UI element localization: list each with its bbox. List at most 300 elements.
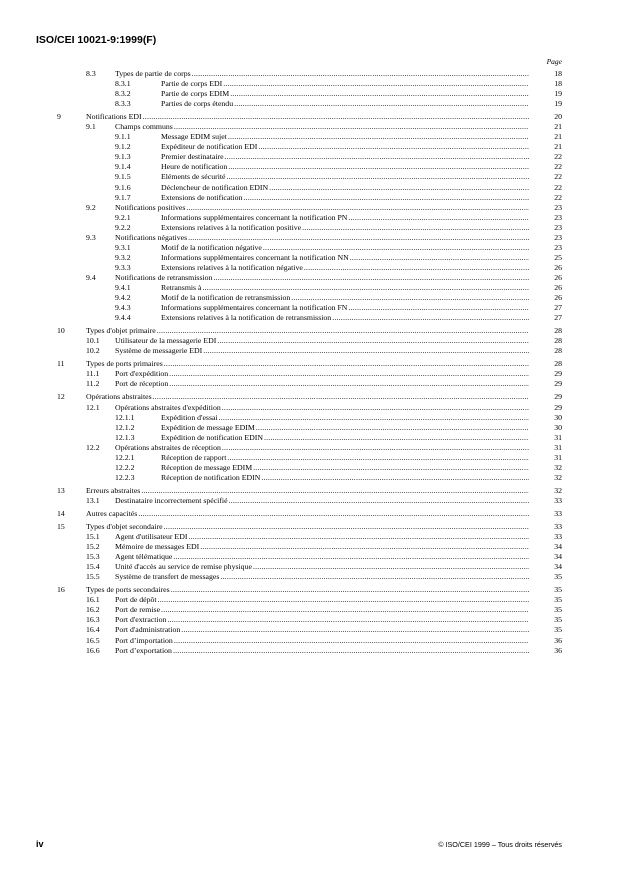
- toc-leader-dots: [164, 359, 529, 369]
- toc-entry[interactable]: [0, 585, 619, 595]
- toc-title: [115, 615, 529, 625]
- toc-page-number: 22: [554, 192, 562, 202]
- toc-leader-dots: [200, 542, 529, 552]
- toc-title-text: Expédition de notification EDIN: [161, 432, 263, 442]
- toc-page-number: 30: [554, 422, 562, 432]
- toc-leader-dots: [228, 162, 529, 172]
- page-number: iv: [36, 839, 44, 849]
- toc-section-number: 8.3: [86, 69, 96, 78]
- toc-title: [161, 99, 529, 109]
- toc-leader-dots: [188, 233, 529, 243]
- toc-section-number: 9.4.3: [115, 303, 131, 313]
- toc-page-number: 35: [554, 625, 562, 635]
- toc-title-text: Retransmis à: [161, 282, 202, 292]
- toc-title-text: Port de réception: [115, 379, 169, 389]
- toc-leader-dots: [350, 253, 529, 263]
- toc-title-text: Extensions de notification: [161, 192, 243, 202]
- toc-entry[interactable]: [0, 293, 619, 303]
- toc-title: [115, 595, 529, 605]
- toc-entry[interactable]: [0, 496, 619, 506]
- toc-section-number: 15.5: [86, 572, 100, 582]
- toc-entry[interactable]: [0, 443, 619, 453]
- toc-section-number: 14: [57, 508, 65, 518]
- toc-entry[interactable]: [0, 183, 619, 193]
- toc-leader-dots: [222, 443, 529, 453]
- toc-leader-dots: [164, 522, 529, 532]
- toc-leader-dots: [302, 223, 529, 233]
- toc-leader-dots: [348, 303, 529, 313]
- toc-section-number: 9.1.6: [115, 182, 131, 192]
- toc-entry[interactable]: [0, 303, 619, 313]
- toc-title-text: Types d'objet primaire: [86, 326, 156, 336]
- toc-section-number: 9.1.2: [115, 142, 131, 152]
- toc-section-number: 12.2.3: [115, 472, 135, 482]
- toc-page-number: 29: [554, 369, 562, 379]
- toc-section-number: 9.1: [86, 122, 96, 132]
- toc-leader-dots: [253, 562, 529, 572]
- toc-entry[interactable]: [0, 273, 619, 283]
- toc-leader-dots: [157, 326, 529, 336]
- toc-leader-dots: [174, 636, 529, 646]
- toc-title-text: Autres capacités: [86, 508, 138, 518]
- toc-leader-dots: [225, 152, 529, 162]
- toc-title: [161, 313, 529, 323]
- toc-title: [115, 496, 529, 506]
- toc-page-number: 35: [554, 585, 562, 595]
- toc-title: [115, 443, 529, 453]
- toc-title-text: Système de messagerie EDI: [115, 346, 203, 356]
- toc-leader-dots: [169, 369, 529, 379]
- toc-title-text: Message EDIM sujet: [161, 132, 227, 142]
- toc-entry[interactable]: [0, 346, 619, 356]
- toc-page-number: 22: [554, 162, 562, 172]
- toc-title-text: Notifications de retransmission: [115, 272, 213, 282]
- toc-entry[interactable]: [0, 223, 619, 233]
- toc-title-text: Extensions relatives à la notification de retransmission: [161, 313, 332, 323]
- toc-title-text: Destinataire incorrectement spécifié: [115, 495, 228, 505]
- toc-title: [161, 303, 529, 313]
- table-of-contents: [0, 69, 619, 656]
- toc-leader-dots: [186, 203, 529, 213]
- toc-leader-dots: [161, 605, 529, 615]
- toc-title-text: Parties de corps étendu: [161, 99, 234, 109]
- toc-leader-dots: [203, 283, 530, 293]
- toc-leader-dots: [227, 453, 529, 463]
- toc-section-number: 9.3.1: [115, 242, 131, 252]
- toc-title: [115, 562, 529, 572]
- toc-section-number: 9.4.2: [115, 293, 131, 303]
- toc-title: [115, 403, 529, 413]
- toc-title-text: Extensions relatives à la notification positive: [161, 222, 302, 232]
- toc-entry[interactable]: [0, 359, 619, 369]
- toc-page-number: 29: [554, 402, 562, 412]
- toc-title-text: Informations supplémentaires concernant la notification NN: [161, 252, 349, 262]
- toc-section-number: 12.1.3: [115, 432, 135, 442]
- toc-page-number: 19: [554, 99, 562, 109]
- toc-entry[interactable]: [0, 79, 619, 89]
- toc-page-number: 26: [554, 293, 562, 303]
- toc-leader-dots: [203, 346, 529, 356]
- toc-leader-dots: [264, 433, 529, 443]
- toc-title: [115, 605, 529, 615]
- toc-section-number: 16.2: [86, 605, 100, 615]
- toc-entry[interactable]: [0, 615, 619, 625]
- toc-section-number: 16.6: [86, 645, 100, 655]
- toc-leader-dots: [291, 293, 529, 303]
- toc-page-number: 22: [554, 152, 562, 162]
- toc-title-text: Opérations abstraites: [86, 392, 152, 402]
- toc-title-text: Eléments de sécurité: [161, 172, 226, 182]
- toc-title: [161, 453, 529, 463]
- toc-entry[interactable]: [0, 595, 619, 605]
- toc-entry[interactable]: [0, 313, 619, 323]
- toc-section-number: 9.4.1: [115, 282, 131, 292]
- toc-page-number: 35: [554, 605, 562, 615]
- toc-title-text: Port d'expédition: [115, 369, 169, 379]
- toc-entry[interactable]: [0, 89, 619, 99]
- toc-entry[interactable]: [0, 509, 619, 519]
- toc-title: [161, 463, 529, 473]
- toc-title-text: Partie de corps EDIM: [161, 89, 230, 99]
- toc-page-number: 21: [554, 132, 562, 142]
- toc-title: [161, 473, 529, 483]
- toc-entry[interactable]: [0, 542, 619, 552]
- toc-title: [86, 112, 529, 122]
- toc-page-number: 23: [554, 222, 562, 232]
- toc-entry[interactable]: [0, 562, 619, 572]
- toc-section-number: 12.1: [86, 402, 100, 412]
- toc-title-text: Port d'administration: [115, 625, 181, 635]
- toc-leader-dots: [220, 572, 529, 582]
- toc-leader-dots: [304, 263, 529, 273]
- toc-title: [161, 152, 529, 162]
- toc-leader-dots: [173, 646, 529, 656]
- toc-title-text: Expédition d'essai: [161, 412, 218, 422]
- toc-entry[interactable]: [0, 379, 619, 389]
- toc-page-number: 26: [554, 262, 562, 272]
- toc-title: [161, 193, 529, 203]
- toc-page-number: 33: [554, 532, 562, 542]
- toc-entry[interactable]: [0, 122, 619, 132]
- toc-leader-dots: [167, 615, 529, 625]
- toc-title-text: Types de ports primaires: [86, 359, 163, 369]
- toc-leader-dots: [229, 496, 529, 506]
- toc-section-number: 16.1: [86, 595, 100, 605]
- toc-section-number: 11.1: [86, 369, 100, 379]
- toc-entry[interactable]: [0, 336, 619, 346]
- toc-leader-dots: [256, 423, 529, 433]
- toc-page-number: 27: [554, 313, 562, 323]
- toc-entry[interactable]: [0, 605, 619, 615]
- toc-page-number: 35: [554, 572, 562, 582]
- toc-entry[interactable]: [0, 69, 619, 79]
- toc-title: [161, 79, 529, 89]
- toc-entry[interactable]: [0, 253, 619, 263]
- toc-page-number: 18: [554, 79, 562, 89]
- toc-page-number: 33: [554, 508, 562, 518]
- toc-entry[interactable]: [0, 203, 619, 213]
- toc-title: [115, 572, 529, 582]
- toc-page-number: 30: [554, 412, 562, 422]
- toc-page-number: 35: [554, 595, 562, 605]
- toc-title-text: Réception de notification EDIN: [161, 472, 261, 482]
- toc-title: [161, 89, 529, 99]
- toc-title-text: Notifications positives: [115, 202, 186, 212]
- toc-title-text: Port d'extraction: [115, 615, 167, 625]
- toc-title: [161, 183, 529, 193]
- toc-title: [161, 132, 529, 142]
- toc-page-number: 29: [554, 392, 562, 402]
- toc-entry[interactable]: [0, 112, 619, 122]
- toc-title: [86, 359, 529, 369]
- toc-page-number: 31: [554, 432, 562, 442]
- toc-entry[interactable]: [0, 413, 619, 423]
- page-column-label: Page: [546, 57, 562, 66]
- toc-title: [86, 486, 529, 496]
- toc-entry[interactable]: [0, 433, 619, 443]
- toc-leader-dots: [192, 69, 529, 79]
- toc-leader-dots: [227, 172, 529, 182]
- document-header: ISO/CEI 10021-9:1999(F): [36, 34, 157, 46]
- toc-leader-dots: [234, 99, 529, 109]
- toc-section-number: 9.4.4: [115, 313, 131, 323]
- toc-section-number: 8.3.1: [115, 79, 131, 89]
- toc-title-text: Port de dépôt: [115, 595, 157, 605]
- toc-entry[interactable]: [0, 99, 619, 109]
- toc-title: [161, 142, 529, 152]
- toc-section-number: 10.1: [86, 336, 100, 346]
- toc-page-number: 21: [554, 142, 562, 152]
- toc-title: [161, 433, 529, 443]
- toc-title-text: Agent télématique: [115, 552, 173, 562]
- toc-section-number: 9.2.2: [115, 222, 131, 232]
- toc-entry[interactable]: [0, 423, 619, 433]
- toc-entry[interactable]: [0, 522, 619, 532]
- toc-section-number: 15.4: [86, 562, 100, 572]
- toc-entry[interactable]: [0, 152, 619, 162]
- toc-title: [161, 263, 529, 273]
- toc-title-text: Types de ports secondaires: [86, 585, 170, 595]
- toc-title: [86, 509, 529, 519]
- toc-title-text: Informations supplémentaires concernant la notification PN: [161, 212, 348, 222]
- toc-title-text: Port d’importation: [115, 635, 173, 645]
- toc-entry[interactable]: [0, 233, 619, 243]
- toc-page-number: 34: [554, 552, 562, 562]
- toc-title-text: Notifications EDI: [86, 112, 142, 122]
- toc-leader-dots: [171, 585, 529, 595]
- toc-section-number: 15.1: [86, 532, 100, 542]
- toc-entry[interactable]: [0, 263, 619, 273]
- toc-entry[interactable]: [0, 473, 619, 483]
- toc-title-text: Réception de rapport: [161, 452, 227, 462]
- toc-title: [115, 552, 529, 562]
- toc-leader-dots: [181, 625, 529, 635]
- toc-page-number: 22: [554, 172, 562, 182]
- toc-title-text: Système de transfert de messages: [115, 572, 220, 582]
- toc-section-number: 9.3.2: [115, 252, 131, 262]
- toc-leader-dots: [141, 486, 529, 496]
- toc-section-number: 9.1.5: [115, 172, 131, 182]
- toc-page-number: 20: [554, 112, 562, 122]
- toc-section-number: 11.2: [86, 379, 100, 389]
- toc-page-number: 23: [554, 212, 562, 222]
- toc-leader-dots: [332, 313, 529, 323]
- toc-entry[interactable]: [0, 486, 619, 496]
- toc-section-number: 16.5: [86, 635, 100, 645]
- toc-title-text: Types d'objet secondaire: [86, 522, 163, 532]
- toc-section-number: 15.3: [86, 552, 100, 562]
- toc-entry[interactable]: [0, 453, 619, 463]
- toc-leader-dots: [253, 463, 529, 473]
- toc-page-number: 26: [554, 272, 562, 282]
- toc-page-number: 35: [554, 615, 562, 625]
- toc-title: [115, 122, 529, 132]
- toc-title: [115, 273, 529, 283]
- toc-title: [86, 392, 529, 402]
- toc-section-number: 9.1.4: [115, 162, 131, 172]
- toc-entry[interactable]: [0, 572, 619, 582]
- toc-entry[interactable]: [0, 162, 619, 172]
- toc-entry[interactable]: [0, 463, 619, 473]
- toc-title-text: Mémoire de messages EDI: [115, 542, 200, 552]
- toc-entry[interactable]: [0, 243, 619, 253]
- toc-section-number: 12.2.1: [115, 452, 135, 462]
- toc-title: [115, 542, 529, 552]
- toc-title-text: Motif de la notification négative: [161, 242, 262, 252]
- toc-section-number: 9.3: [86, 232, 96, 242]
- toc-title: [115, 532, 529, 542]
- toc-title: [115, 336, 529, 346]
- toc-section-number: 10: [57, 326, 65, 336]
- toc-title-text: Partie de corps EDI: [161, 79, 223, 89]
- toc-page-number: 31: [554, 452, 562, 462]
- toc-entry[interactable]: [0, 403, 619, 413]
- toc-section-number: 16: [57, 585, 65, 595]
- toc-title: [161, 223, 529, 233]
- toc-leader-dots: [222, 403, 529, 413]
- toc-page-number: 22: [554, 182, 562, 192]
- toc-section-number: 10.2: [86, 346, 100, 356]
- toc-title: [115, 203, 529, 213]
- toc-title: [161, 162, 529, 172]
- toc-entry[interactable]: [0, 532, 619, 542]
- toc-leader-dots: [348, 213, 529, 223]
- toc-page-number: 23: [554, 202, 562, 212]
- toc-leader-dots: [261, 473, 529, 483]
- toc-title: [115, 625, 529, 635]
- toc-title: [115, 636, 529, 646]
- toc-leader-dots: [258, 142, 529, 152]
- toc-entry[interactable]: [0, 636, 619, 646]
- toc-title-text: Premier destinataire: [161, 152, 224, 162]
- toc-title: [115, 646, 529, 656]
- toc-section-number: 9.2: [86, 202, 96, 212]
- toc-leader-dots: [269, 183, 529, 193]
- toc-page-number: 36: [554, 645, 562, 655]
- toc-entry[interactable]: [0, 326, 619, 336]
- toc-section-number: 15: [57, 522, 65, 532]
- toc-title: [161, 243, 529, 253]
- toc-title-text: Unité d'accès au service de remise physique: [115, 562, 252, 572]
- toc-title-text: Expéditeur de notification EDI: [161, 142, 258, 152]
- toc-title-text: Erreurs abstraites: [86, 485, 141, 495]
- toc-leader-dots: [143, 112, 529, 122]
- toc-page-number: 28: [554, 336, 562, 346]
- toc-title-text: Heure de notification: [161, 162, 228, 172]
- toc-title-text: Utilisateur de la messagerie EDI: [115, 336, 217, 346]
- toc-entry[interactable]: [0, 213, 619, 223]
- toc-entry[interactable]: [0, 142, 619, 152]
- toc-page-number: 19: [554, 89, 562, 99]
- toc-leader-dots: [213, 273, 529, 283]
- toc-title-text: Agent d'utilisateur EDI: [115, 532, 188, 542]
- toc-title-text: Expédition de message EDIM: [161, 422, 255, 432]
- toc-title: [115, 379, 529, 389]
- toc-page-number: 28: [554, 326, 562, 336]
- toc-title: [161, 413, 529, 423]
- toc-section-number: 13: [57, 485, 65, 495]
- toc-title: [115, 346, 529, 356]
- toc-section-number: 9.2.1: [115, 212, 131, 222]
- toc-leader-dots: [217, 336, 529, 346]
- toc-leader-dots: [169, 379, 529, 389]
- toc-section-number: 15.2: [86, 542, 100, 552]
- copyright-notice: © ISO/CEI 1999 – Tous droits réservés: [438, 840, 562, 849]
- toc-entry[interactable]: [0, 392, 619, 402]
- toc-entry[interactable]: [0, 172, 619, 182]
- toc-page-number: 28: [554, 346, 562, 356]
- toc-leader-dots: [263, 243, 529, 253]
- toc-title-text: Port de remise: [115, 605, 161, 615]
- toc-page-number: 33: [554, 522, 562, 532]
- toc-entry[interactable]: [0, 552, 619, 562]
- toc-leader-dots: [188, 532, 529, 542]
- toc-title-text: Port d’exportation: [115, 645, 172, 655]
- toc-title: [86, 522, 529, 532]
- toc-section-number: 11: [57, 359, 65, 369]
- toc-leader-dots: [223, 79, 529, 89]
- toc-section-number: 16.3: [86, 615, 100, 625]
- toc-page-number: 27: [554, 303, 562, 313]
- toc-title: [161, 172, 529, 182]
- toc-entry[interactable]: [0, 132, 619, 142]
- toc-entry[interactable]: [0, 283, 619, 293]
- toc-page-number: 32: [554, 485, 562, 495]
- toc-section-number: 12: [57, 392, 65, 402]
- toc-page-number: 36: [554, 635, 562, 645]
- toc-entry[interactable]: [0, 369, 619, 379]
- toc-title: [161, 253, 529, 263]
- toc-entry[interactable]: [0, 646, 619, 656]
- toc-page-number: 21: [554, 122, 562, 132]
- toc-section-number: 12.2.2: [115, 462, 135, 472]
- toc-leader-dots: [158, 595, 529, 605]
- toc-leader-dots: [153, 392, 529, 402]
- toc-title: [161, 293, 529, 303]
- toc-section-number: 9.1.3: [115, 152, 131, 162]
- toc-entry[interactable]: [0, 625, 619, 635]
- toc-section-number: 9.1.1: [115, 132, 131, 142]
- toc-section-number: 12.2: [86, 442, 100, 452]
- toc-entry[interactable]: [0, 193, 619, 203]
- toc-title-text: Opérations abstraites de réception: [115, 442, 221, 452]
- toc-title: [115, 69, 529, 79]
- toc-section-number: 16.4: [86, 625, 100, 635]
- toc-page-number: 23: [554, 232, 562, 242]
- toc-section-number: 9.4: [86, 272, 96, 282]
- toc-title: [86, 585, 529, 595]
- toc-leader-dots: [138, 509, 529, 519]
